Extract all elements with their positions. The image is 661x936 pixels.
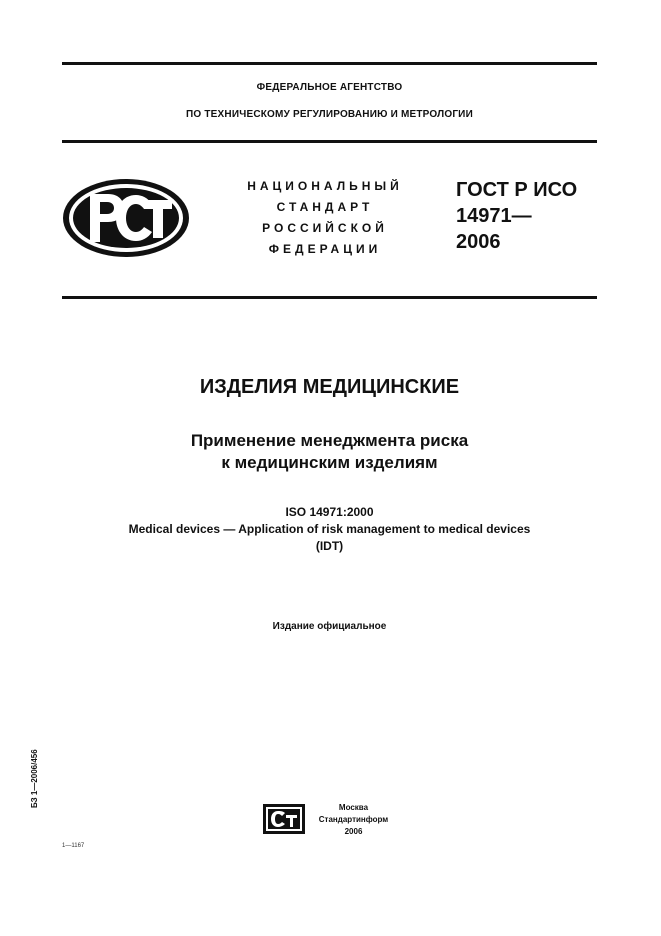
edition-label: Издание официальное xyxy=(272,621,387,632)
designation-line: ГОСТ Р ИСО xyxy=(456,179,578,201)
standartinform-logo-icon xyxy=(263,804,305,834)
iso-reference: ISO 14971:2000 xyxy=(285,505,374,519)
subtitle-line: к медицинским изделиям xyxy=(221,453,438,472)
standard-designation xyxy=(456,177,577,255)
footer-code: 1—1167 xyxy=(62,843,85,849)
header-rule xyxy=(62,140,597,143)
iso-title: Medical devices — Application of risk management to medical devices xyxy=(128,522,531,536)
rst-certification-logo-icon xyxy=(60,176,192,260)
agency-line-1: ФЕДЕРАЛЬНОЕ АГЕНТСТВО xyxy=(256,82,403,93)
agency-line-2: ПО ТЕХНИЧЕСКОМУ РЕГУЛИРОВАНИЮ И МЕТРОЛОГИИ xyxy=(186,109,473,120)
top-rule xyxy=(62,62,597,65)
national-standard-label xyxy=(210,176,440,260)
section-rule xyxy=(62,296,597,299)
document-subtitle xyxy=(62,430,597,474)
designation-line: 2006 xyxy=(456,231,501,253)
publisher-name: Стандартинформ xyxy=(318,815,389,824)
idt-label: (IDT) xyxy=(315,539,344,553)
national-line: РОССИЙСКОЙ xyxy=(262,221,388,235)
subtitle-line: Применение менеджмента риска xyxy=(190,431,469,450)
designation-line: 14971— xyxy=(456,205,532,227)
national-line: ФЕДЕРАЦИИ xyxy=(268,242,382,256)
national-line: СТАНДАРТ xyxy=(276,200,374,214)
document-title: ИЗДЕЛИЯ МЕДИЦИНСКИЕ xyxy=(199,376,460,398)
publisher-year: 2006 xyxy=(344,827,363,836)
publisher-city: Москва xyxy=(338,803,369,812)
publisher-block xyxy=(306,802,401,838)
iso-reference-block xyxy=(62,504,597,555)
side-code: БЗ 1—2006/456 xyxy=(30,749,39,808)
national-line: НАЦИОНАЛЬНЫЙ xyxy=(247,179,403,193)
